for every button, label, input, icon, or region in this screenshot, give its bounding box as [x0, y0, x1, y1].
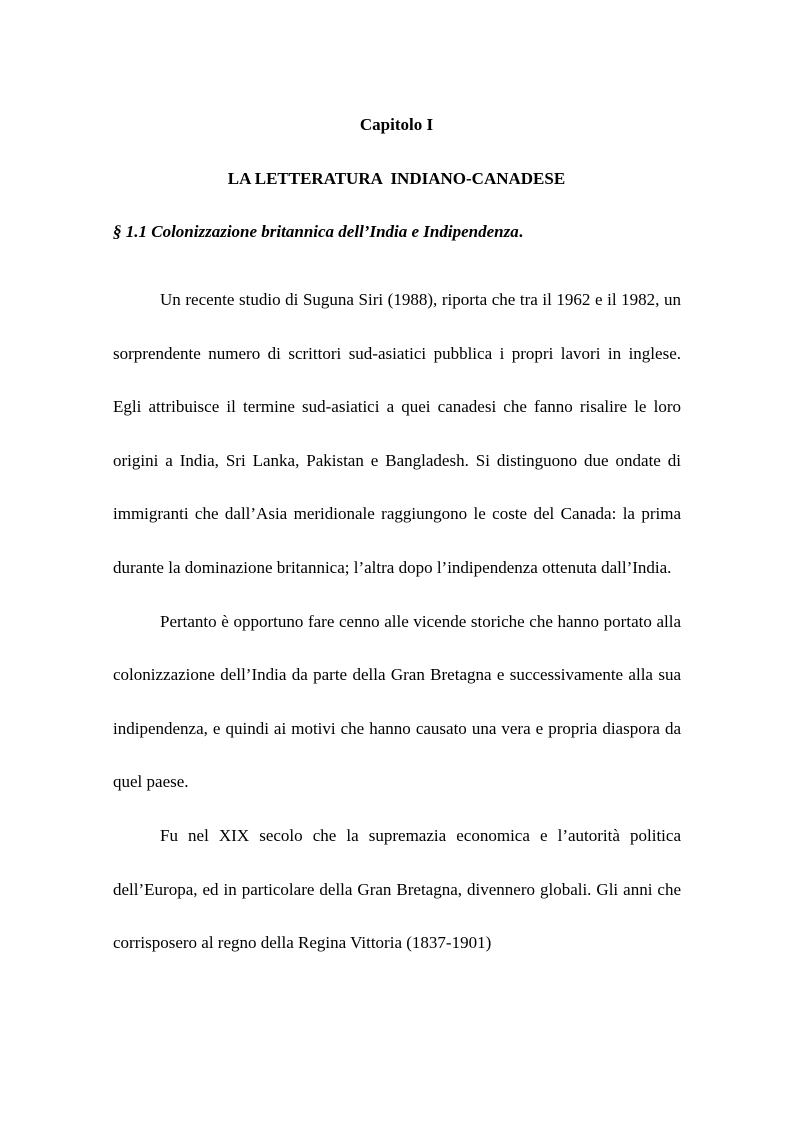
paragraph-1: Un recente studio di Suguna Siri (1988), riporta che tra il 1962 e il 1982, un sorprendente numero di scrittori sud-asiatici pubblica i propri lavori in inglese. Egli attribuisce il termine sud-asiatici a quei canadesi che fanno risalire le loro origini a India, Sri Lanka, Pakistan e Bangladesh. Si distinguono due ondate di immigranti che dall’Asia meridionale raggiungono le coste del Canada: la prima durante la dominazione britannica; l’altra dopo l’indipendenza ottenuta dall’India. [113, 290, 681, 577]
section-heading [113, 220, 523, 244]
section-heading-period: . [518, 222, 523, 241]
paragraph-3: Fu nel XIX secolo che la supremazia economica e l’autorità politica dell’Europa, ed in particolare della Gran Bretagna, divennero globali. Gli anni che corrisposero al regno della Regina Vittoria (1837-1901) [113, 825, 681, 953]
paragraph-2: Pertanto è opportuno fare cenno alle vicende storiche che hanno portato alla colonizzazione dell’India da parte della Gran Bretagna e successivamente alla sua indipendenza, e quindi ai motivi che hanno causato una vera e propria diaspora da quel paese. [113, 611, 681, 792]
chapter-label: Capitolo I [359, 115, 434, 134]
section-heading-text: § 1.1 Colonizzazione britannica dell’India e Indipendenza [113, 222, 519, 241]
chapter-title: LA LETTERATURA INDIANO-CANADESE [227, 169, 566, 188]
body-text [113, 273, 681, 970]
